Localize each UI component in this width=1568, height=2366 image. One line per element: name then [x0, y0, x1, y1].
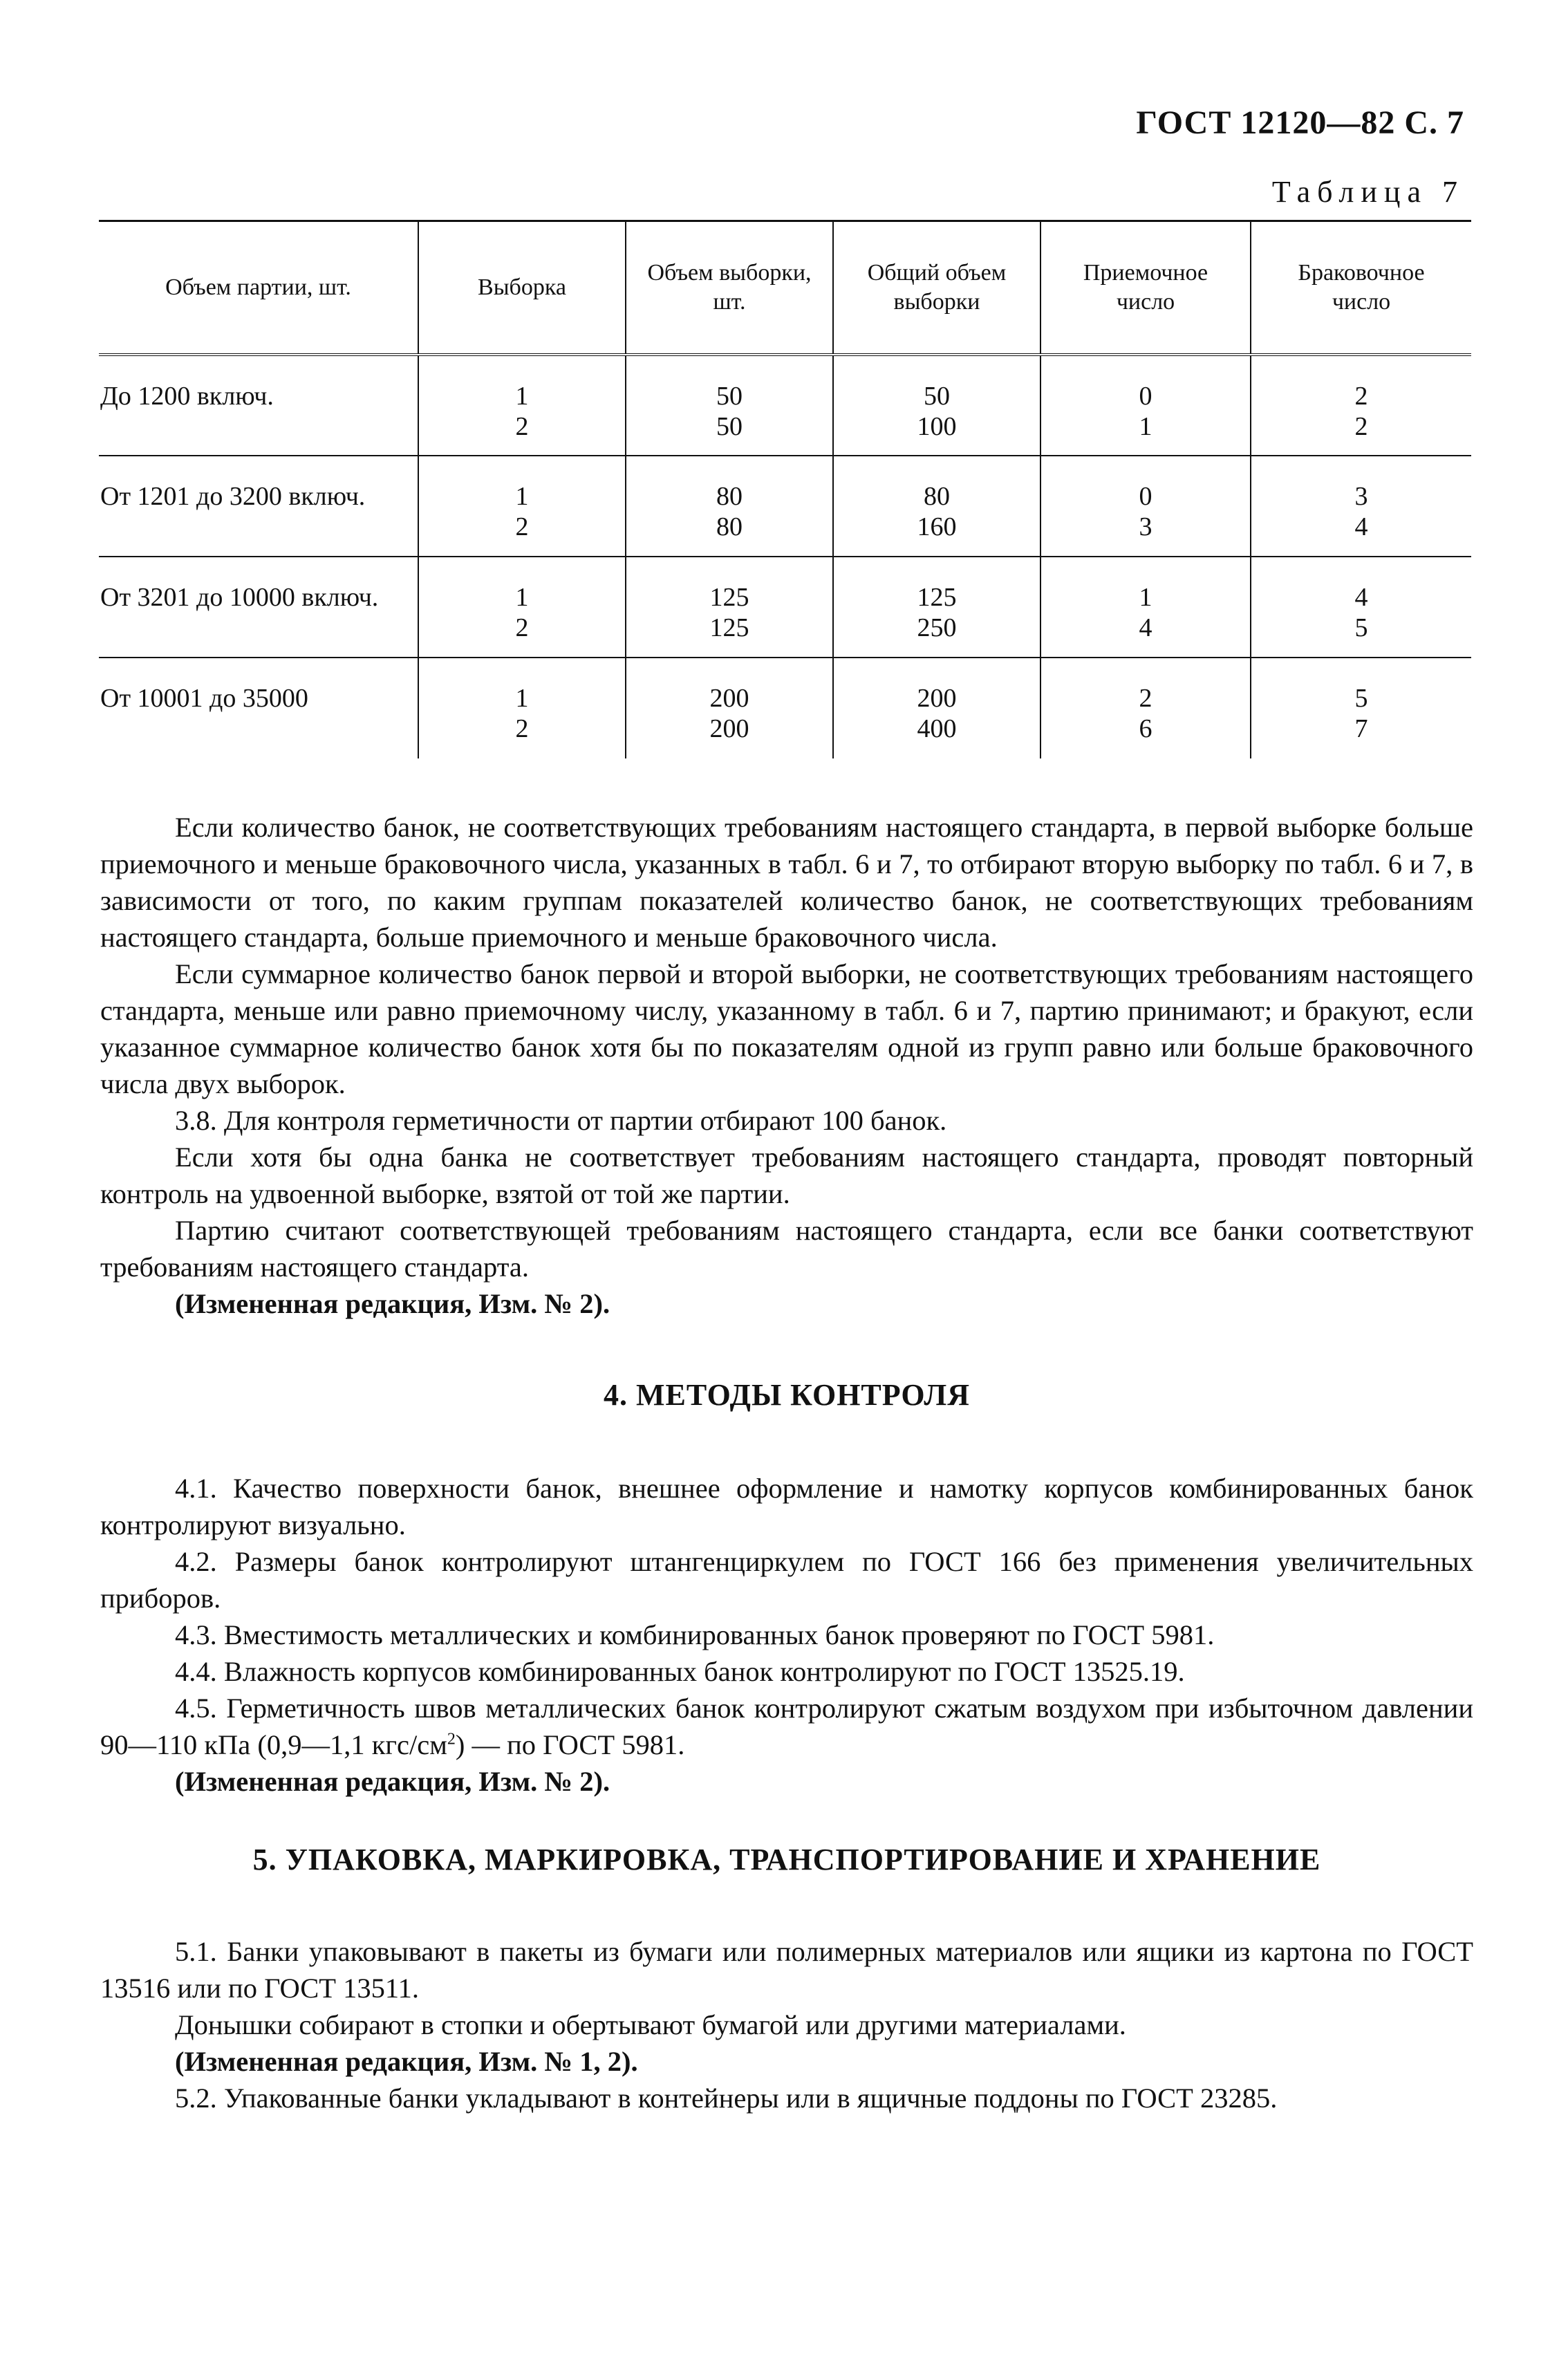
total-sample-cell: 50 100: [833, 355, 1040, 456]
sample-cell: 1 2: [418, 557, 626, 658]
rejection-number-cell: 2 2: [1251, 355, 1471, 456]
section4-text: [100, 1470, 1473, 1800]
paragraph: 3.8. Для контроля герметичности от партии отбирают 100 банок.: [175, 1105, 947, 1136]
acceptance-number-cell: 1 4: [1040, 557, 1251, 658]
lot-size-cell: От 3201 до 10000 включ.: [99, 557, 418, 658]
page-header: ГОСТ 12120—82 С. 7: [1136, 104, 1464, 141]
paragraph: Партию считают соответствующей требованиям настоящего стандарта, если все банки соответствуют требованиям настоящего стандарта.: [100, 1215, 1473, 1283]
paragraph: 4.3. Вместимость металлических и комбинированных банок проверяют по ГОСТ 5981.: [175, 1619, 1215, 1650]
sample-cell: 1 2: [418, 658, 626, 758]
acceptance-number-cell: 0 3: [1040, 456, 1251, 557]
paragraph: 4.5. Герметичность швов металлических банок контролируют сжатым воздухом при избыточном давлении 90—110 кПа (0,9—1,1 кгс/$см^2$) — по ГОСТ 5981.: [100, 1693, 1473, 1760]
column-header: Объем выборки, шт.: [626, 221, 833, 355]
paragraph: Если количество банок, не соответствующих требованиям настоящего стандарта, в первой выборке больше приемочного и меньше браковочного числа, указанных в табл. 6 и 7, то отбирают вторую выборку по табл. 6 и 7, в зависимости от того, по каким группам показателей количество банок, не соответствующих требованиям настоящего стандарта, больше приемочного и меньше браковочного числа.: [100, 812, 1473, 953]
paragraph: 5.1. Банки упаковывают в пакеты из бумаги или полимерных материалов или ящики из картона по ГОСТ 13516 или по ГОСТ 13511.: [100, 1936, 1473, 2004]
section4-heading: 4. МЕТОДЫ КОНТРОЛЯ: [604, 1378, 970, 1412]
sample-size-cell: 200 200: [626, 658, 833, 758]
paragraph: 4.2. Размеры банок контролируют штангенциркулем по ГОСТ 166 без применения увеличительных приборов.: [100, 1546, 1473, 1614]
table-row: [99, 355, 1471, 456]
total-sample-cell: 125 250: [833, 557, 1040, 658]
sample-size-cell: 50 50: [626, 355, 833, 456]
paragraph: 5.2. Упакованные банки укладывают в контейнеры или в ящичные поддоны по ГОСТ 23285.: [175, 2083, 1278, 2114]
total-sample-cell: 80 160: [833, 456, 1040, 557]
paragraph: 4.1. Качество поверхности банок, внешнее оформление и намотку корпусов комбинированных банок контролируют визуально.: [100, 1473, 1473, 1540]
section3-text: [100, 809, 1473, 1322]
sampling-table: [99, 220, 1471, 758]
column-header: Общий объем выборки: [833, 221, 1040, 355]
paragraph: Если хотя бы одна банка не соответствует требованиям настоящего стандарта, проводят повторный контроль на удвоенной выборке, взятой от той же партии.: [100, 1142, 1473, 1209]
lot-size-cell: До 1200 включ.: [99, 355, 418, 456]
paragraph: 4.4. Влажность корпусов комбинированных банок контролируют по ГОСТ 13525.19.: [175, 1656, 1185, 1687]
amendment-note: (Измененная редакция, Изм. № 2).: [175, 1766, 610, 1797]
total-sample-cell: 200 400: [833, 658, 1040, 758]
section5-heading: 5. УПАКОВКА, МАРКИРОВКА, ТРАНСПОРТИРОВАНИЕ И ХРАНЕНИЕ: [252, 1843, 1321, 1876]
rejection-number-cell: 4 5: [1251, 557, 1471, 658]
lot-size-cell: От 10001 до 35000: [100, 684, 308, 713]
lot-size-cell: От 1201 до 3200 включ.: [99, 456, 418, 557]
table-header-row: [99, 221, 1471, 355]
table-row: [99, 658, 1471, 758]
acceptance-number-cell: 0 1: [1040, 355, 1251, 456]
column-header: Браковочное число: [1251, 221, 1471, 355]
column-header: Выборка: [418, 221, 626, 355]
rejection-number-cell: 5 7: [1251, 658, 1471, 758]
column-header: Приемочное число: [1040, 221, 1251, 355]
paragraph: Если суммарное количество банок первой и второй выборки, не соответствующих требованиям настоящего стандарта, меньше или равно приемочному числу, указанному в табл. 6 и 7, партию принимают; и бракуют, если указанное суммарное количество банок хотя бы по показателям одной из групп равно или больше браковочного числа двух выборок.: [100, 958, 1473, 1099]
table-caption: Таблица 7: [1271, 175, 1464, 209]
section5-text: [100, 1933, 1473, 2116]
paragraph: Донышки собирают в стопки и обертывают бумагой или другими материалами.: [175, 2009, 1126, 2040]
sample-cell: 1 2: [418, 456, 626, 557]
acceptance-number-cell: 2 6: [1040, 658, 1251, 758]
column-header: Объем партии, шт.: [99, 221, 418, 355]
rejection-number-cell: 3 4: [1251, 456, 1471, 557]
sample-size-cell: 125 125: [626, 557, 833, 658]
sample-size-cell: 80 80: [626, 456, 833, 557]
amendment-note: (Измененная редакция, Изм. № 2).: [175, 1288, 610, 1319]
table-row: [99, 456, 1471, 557]
sample-cell: 1 2: [418, 355, 626, 456]
table-row: [99, 557, 1471, 658]
amendment-note: (Измененная редакция, Изм. № 1, 2).: [175, 2046, 638, 2077]
